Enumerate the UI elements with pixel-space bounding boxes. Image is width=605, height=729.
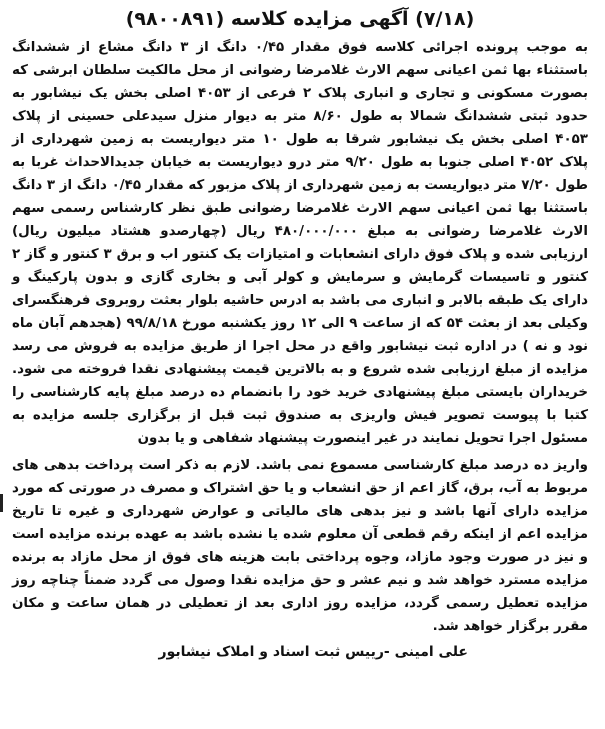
- notice-body: [12, 36, 588, 638]
- notice-paragraph: واریز ده درصد مبلغ کارشناسی مسموع نمی باشد. لازم به ذکر است پرداخت بدهی های مربوط به آب، برق، گاز اعم از حق انشعاب و یا حق اشتراک و مصرف در صورتی که مورد مزایده دارای آنها باشد و نیز بدهی های مالیاتی و عوارض شهرداری و غیره تا تاریخ مزایده اعم از اینکه رقم قطعی آن معلوم شده یا نشده باشد به عهده برنده مزایده است و نیز در صورت وجود مازاد، وجوه پرداختی بابت هزینه های فوق از محل مازاد به برنده مزایده مسترد خواهد شد و نیم عشر و حق مزایده نقدا وصول می گردد ضمناً چناچه روز مزایده تعطیل رسمی گردد، مزایده روز اداری بعد از تعطیلی در همان ساعت و مکان مقرر برگزار خواهد شد.: [12, 458, 588, 634]
- signature: علی امینی -رییس ثبت اسناد و املاک نیشابور: [158, 644, 468, 660]
- notice-title: (۷/۱۸) آگهی مزایده کلاسه (۹۸۰۰۸۹۱): [125, 8, 475, 30]
- auction-notice: [4, 4, 596, 720]
- notice-paragraph: به موجب پرونده اجرائی کلاسه فوق مقدار ۰/۴۵ دانگ از ۳ دانگ مشاع از ششدانگ باستثناء بها ثمن اعیانی سهم الارث غلامرضا رضوانی از محل مالکیت سلطان ابرشی که بصورت مسکونی و تجاری و انباری پلاک ۲ فرعی از ۴۰۵۳ اصلی بخش یک نیشابور به حدود ثبتی ششدانگ شمالا به طول ۸/۶۰ متر به دیوار منزل سیدعلی حسینی از پلاک ۴۰۵۳ اصلی بخش یک نیشابور شرقا به طول ۱۰ متر دیواریست به زمین شهرداری از پلاک ۴۰۵۲ اصلی جنوبا به طول ۹/۲۰ متر درو دیواریست به خیابان جدیدالاحداث غربا به طول ۷/۲۰ متر دیواریست به زمین شهرداری از پلاک مزبور که مقدار ۰/۴۵ دانگ از ۳ دانگ باستثنا بها ثمن اعیانی سهم الارث غلامرضا رضوانی طبق نظر کارشناس رسمی سهم الارث غلامرضا رضوانی به مبلغ ۴۸۰/۰۰۰/۰۰۰ ریال (چهارصدو هشتاد میلیون ریال) ارزیابی شده و پلاک فوق دارای انشعابات و امتیازات یک کنتور اب و برق ۳ کنتور و گاز ۲ کنتور و تاسیسات گرمایش و سرمایش و کولر آبی و بخاری گازی و بدون پارکینگ و دارای یک طبقه بالابر و انباری می باشد به ادرس حاشیه بلوار بعثت روبروی فرهنگسرای وکیلی بعد از بعثت ۵۴ که از ساعت ۹ الی ۱۲ روز یکشنبه مورخ ۹۹/۸/۱۸ (هجدهم آبان ماه نود و نه ) در اداره ثبت نیشابور واقع در محل اجرا از طریق مزایده به فروش می رسد مزایده از مبلغ ارزیابی شده شروع و به بالاترین قیمت پیشنهادی نقدا فروخته می شود. خریداران بایستی مبلغ پیشنهادی خرید خود را بانضمام ده درصد مبلغ پایه کارشناسی را کتبا با پیوست تصویر فیش واریزی به صندوق ثبت قبل از برگزاری جلسه مزایده به مسئول اجرا تحویل نمایند در غیر اینصورت پیشنهاد شفاهی و یا بدون: [12, 40, 588, 446]
- edge-mark: [0, 494, 3, 512]
